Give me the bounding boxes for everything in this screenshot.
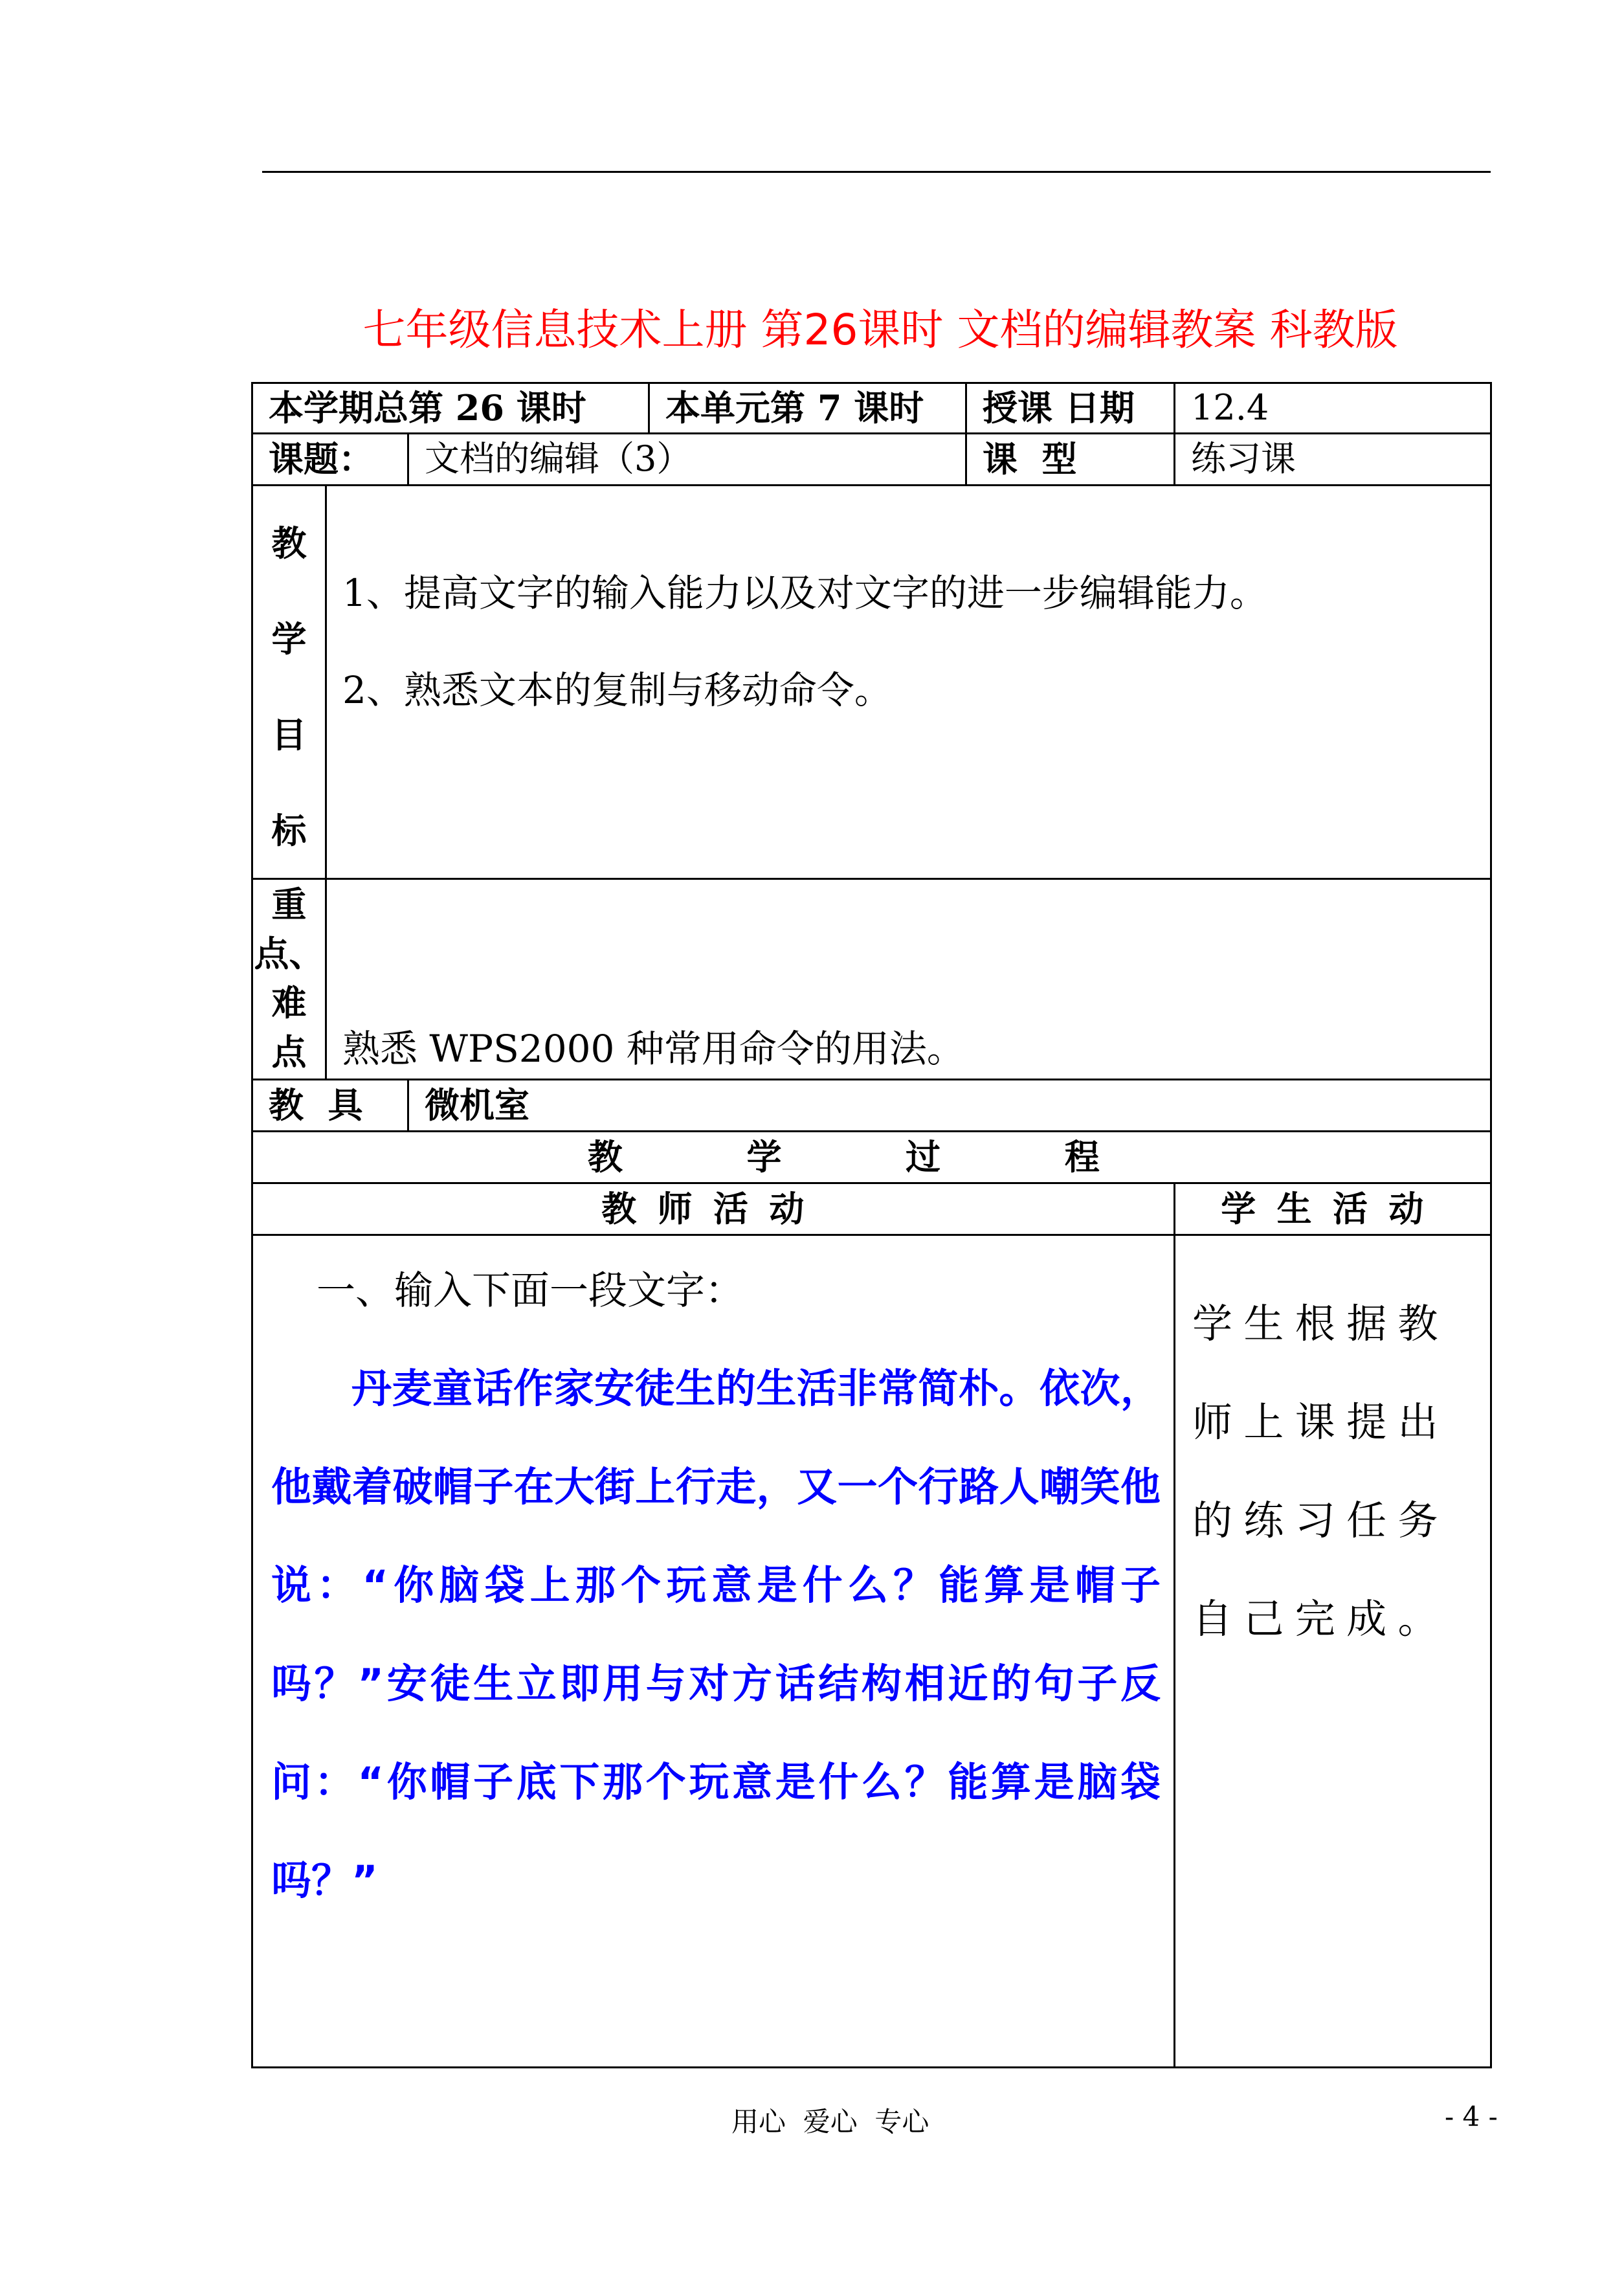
date-value-cell: 12.4 bbox=[1175, 383, 1491, 434]
process-header: 教 学 过 程 bbox=[252, 1132, 1491, 1183]
objective-item: 2、熟悉文本的复制与移动命令。 bbox=[342, 668, 892, 712]
teacher-intro: 一、输入下面一段文字： bbox=[317, 1268, 744, 1314]
info-row bbox=[252, 383, 1491, 434]
date-label-cell: 授课 日期 bbox=[966, 383, 1175, 434]
teacher-activity-header: 教师活动 bbox=[252, 1183, 1175, 1235]
student-activity-header: 学生活动 bbox=[1175, 1183, 1491, 1235]
activity-content-row bbox=[252, 1235, 1491, 2068]
tools-value-cell: 微机室 bbox=[408, 1080, 1491, 1132]
page-number: - 4 - bbox=[1445, 2101, 1498, 2132]
teacher-activity-cell bbox=[252, 1235, 1175, 2068]
topic-row bbox=[252, 434, 1491, 486]
unit-lesson-cell: 本单元第 7 课时 bbox=[649, 383, 966, 434]
topic-value-cell: 文档的编辑（3） bbox=[408, 434, 966, 486]
key-points-label: 重 点、 难 点 bbox=[252, 879, 326, 1080]
document-title: 七年级信息技术上册 第26课时 文档的编辑教案 科教版 bbox=[362, 305, 1398, 355]
key-points-content: 熟悉 WPS2000 种常用命令的用法。 bbox=[326, 879, 1491, 1080]
type-value-cell: 练习课 bbox=[1175, 434, 1491, 486]
topic-label-cell: 课题： bbox=[252, 434, 408, 486]
tools-label-cell: 教 具 bbox=[252, 1080, 408, 1132]
tools-row bbox=[252, 1080, 1491, 1132]
key-points-row bbox=[252, 879, 1491, 1080]
student-activity-text: 学生根据教师上课提出的练习任务自己完成。 bbox=[1192, 1300, 1449, 1642]
objectives-label: 教 学 目 标 bbox=[252, 486, 326, 879]
total-lesson-cell: 本学期总第 26 课时 bbox=[252, 383, 649, 434]
activity-header-row bbox=[252, 1183, 1491, 1235]
student-activity-cell bbox=[1175, 1235, 1491, 2068]
lesson-plan-table bbox=[251, 382, 1492, 2068]
story-text: 丹麦童话作家安徒生的生活非常简朴。依次，他戴着破帽子在大街上行走，又一个行路人嘲笑他说：“你脑袋上那个玩意是什么？能算是帽子吗？”安徒生立即用与对方话结构相近的句子反问：“你帽子底下那个玩意是什么？能算是脑袋吗？” bbox=[271, 1365, 1161, 1904]
header-rule bbox=[262, 171, 1491, 173]
footer-motto: 用心 爱心 专心 bbox=[731, 2106, 929, 2138]
objectives-content bbox=[326, 486, 1491, 879]
objectives-row bbox=[252, 486, 1491, 879]
type-label-cell: 课 型 bbox=[966, 434, 1175, 486]
objective-item: 1、提高文字的输入能力以及对文字的进一步编辑能力。 bbox=[342, 571, 1267, 615]
process-header-row bbox=[252, 1132, 1491, 1183]
